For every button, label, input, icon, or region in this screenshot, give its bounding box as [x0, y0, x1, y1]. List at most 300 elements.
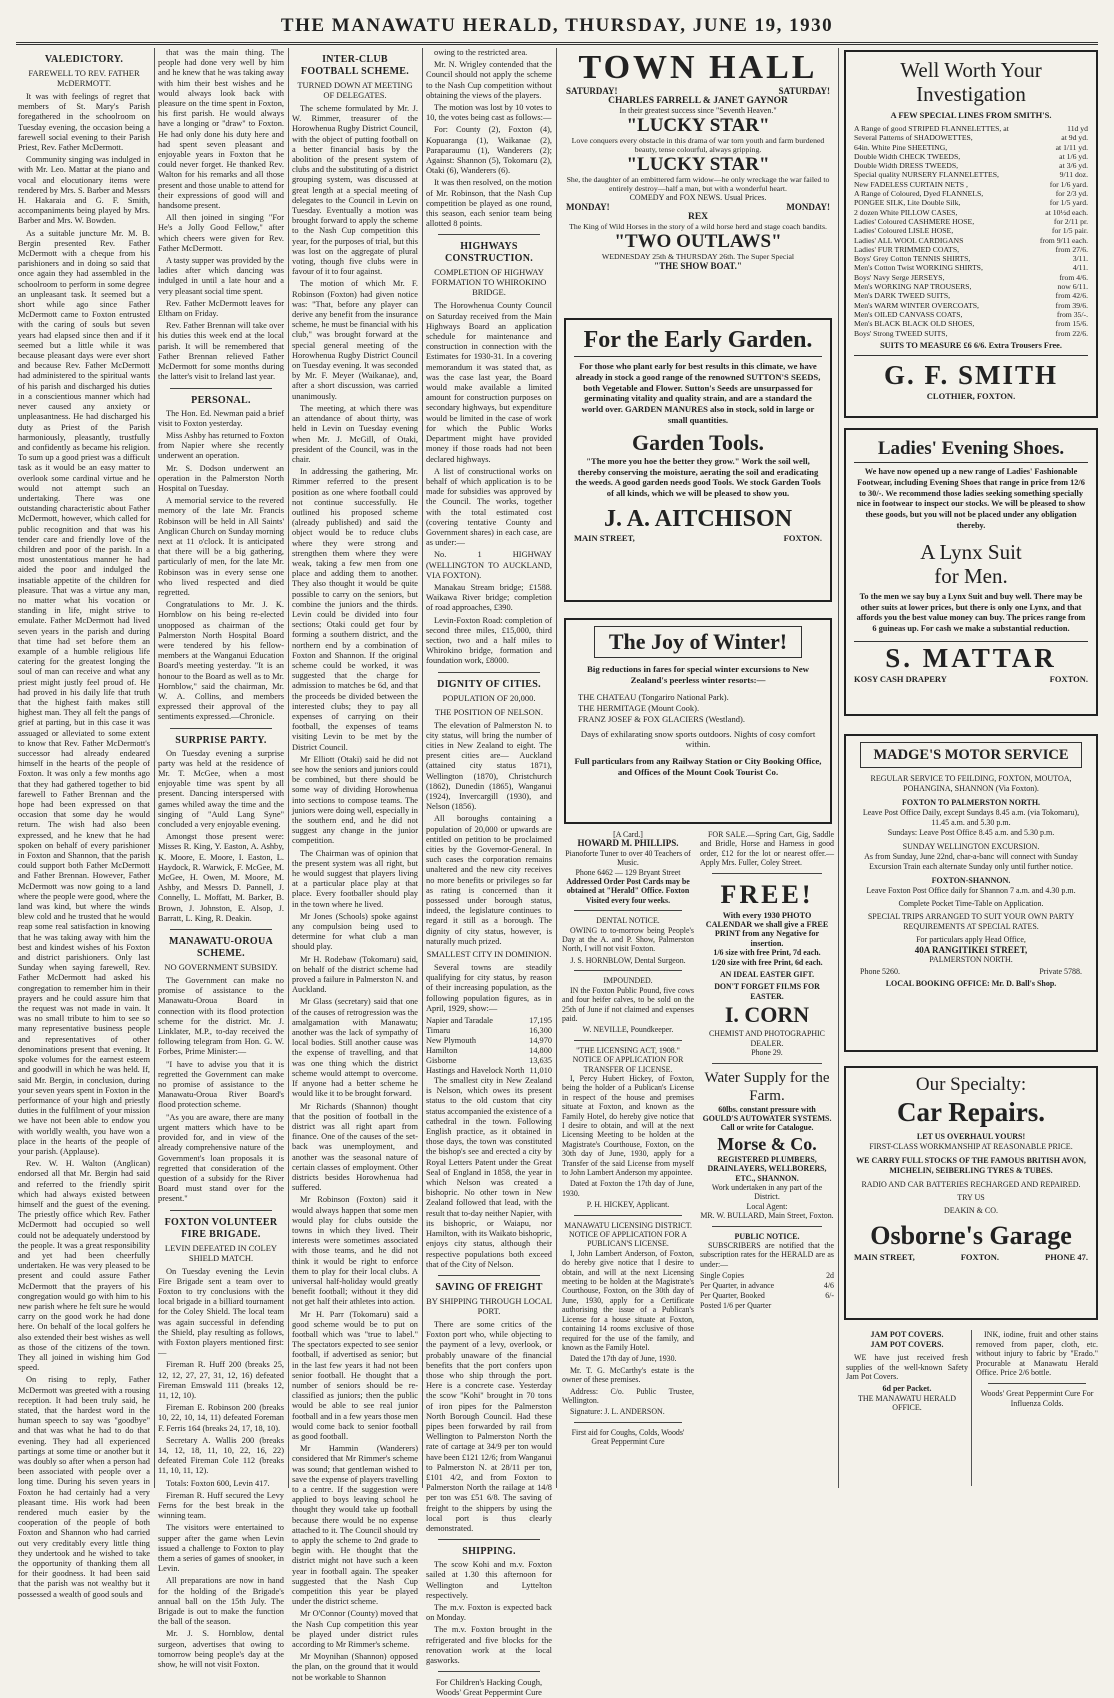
paragraph: The elevation of Palmerston N. to city status, will bring the number of cities in New Zealand to eight. The present cities are— Auckland (attained city status 1871), Wellington (1870), Christchurch (1862), Dunedin (1865), Wanganui (1924), Invercargill (1930), and Nelson (1856).: [426, 720, 552, 812]
divider: [438, 672, 540, 673]
table-cell: New Plymouth: [426, 1036, 477, 1046]
divider: [574, 1215, 682, 1216]
subhead: LEVIN DEFEATED IN COLEY SHIELD MATCH.: [164, 1242, 278, 1263]
phillips-addr: Phone 6462 — 129 Bryant Street: [575, 867, 681, 877]
divider: [574, 1040, 682, 1041]
paragraph: Mr Hammin (Wanderers) considered that Mr Rimmer's scheme was sound; that gentleman wished to save the expense of players travelling to a centre. If the suggestion were applied to boys leaving school he thought they would take up football because there would be no expense attached to it. The Council should try to apply the scheme to 2nd grade to begin with. He thought that the district might not have such a keen year in football again. The speaker suggested that the Nash Cup competition this year be played under the district scheme.: [292, 1444, 418, 1607]
phone: Private 5788.: [1039, 967, 1082, 976]
table-row: [854, 152, 1088, 161]
headline-dignity-of-cities: DIGNITY OF CITIES.: [437, 678, 541, 690]
divider: [170, 388, 272, 389]
paragraph: WE have just received fresh supplies of the well-known Safety Jam Pot Covers.: [846, 1353, 968, 1382]
free-line: DON'T FORGET FILMS FOR EASTER.: [714, 982, 820, 1001]
table-cell: 4/6: [823, 1281, 834, 1291]
paragraph: Mr H. Parr (Tokomaru) said a good scheme would be to put on football which was "true to label." The spectators expected to see senior football, if advertised as senior; but in the last few years it had not been senior football. He thought that a number of seniors should be re-classified as juniors; then the public would be able to see real junior football and in a few years those men would come back to senior football as good football.: [292, 1309, 418, 1441]
paragraph: Dated at Foxton the 17th day of June, 1930.: [562, 1179, 694, 1198]
table-row: [854, 236, 1088, 245]
headline-highways: HIGHWAYS CONSTRUCTION.: [444, 241, 534, 265]
headline-inter-club-football: INTER-CLUB FOOTBALL SCHEME.: [300, 54, 410, 77]
madge-head: 40A RANGITIKEI STREET,: [914, 945, 1028, 955]
free-line: 1/6 size with free Print, 7d each.: [713, 948, 821, 958]
winter-days: Days of exhilarating snow sports outdoors. Nights of cosy comfort within.: [580, 728, 816, 750]
table-cell: 13,635: [529, 1056, 552, 1066]
public-notice-head: PUBLIC NOTICE.: [734, 1231, 800, 1241]
impound-head: IMPOUNDED.: [603, 976, 653, 986]
table-cell: Posted 1/6 per Quarter: [700, 1301, 772, 1311]
jam-covers-ad: [846, 1330, 968, 1486]
madge-booking: LOCAL BOOKING OFFICE: Mr. D. Ball's Shop.: [885, 979, 1057, 988]
resort: FRANZ JOSEF & FOX GLACIERS (Westland).: [578, 713, 745, 724]
item-name: Double Width DRESS TWEEDS,: [854, 161, 959, 171]
smith-ad: [844, 50, 1098, 418]
paragraph: Manakau Stream bridge; £1588. Waikawa River bridge; completion of road approaches, £390.: [426, 582, 552, 613]
item-name: Boys' Grey Cotton TENNIS SHIRTS,: [854, 254, 971, 264]
paragraph: Several towns are steadily qualifying for city status, by reason of their increasing population, as the following population figures, as in April, 1929, show:—: [426, 963, 552, 1013]
stars-sub: In their greatest success since "Seventh Heaven.": [619, 106, 777, 115]
item-name: Boys' Strong TWEED SUITS,: [854, 328, 948, 338]
table-row: [854, 245, 1088, 254]
morse-name: Morse & Co.: [717, 1133, 817, 1154]
item-price: from 27/6.: [1055, 244, 1088, 254]
woods-cure: Woods' Great Peppermint Cure For Influenza Colds.: [980, 1388, 1094, 1408]
table-row: [854, 301, 1088, 310]
item-name: Several Patterns of SHADOWETTES,: [854, 133, 973, 143]
item-price: at 10½d each.: [1045, 207, 1088, 217]
column-rule: [154, 48, 155, 1488]
table-row: [854, 291, 1088, 300]
cough-cure-ad: For Children's Hacking Cough, Woods' Great Peppermint Cure: [435, 1677, 543, 1698]
table-cell: Gisborne: [426, 1056, 457, 1066]
table-row: [700, 1301, 834, 1311]
dental-head: DENTAL NOTICE.: [596, 916, 660, 926]
column-3: [292, 48, 418, 1682]
drapery: KOSY CASH DRAPERY: [854, 673, 947, 684]
table-row: [854, 208, 1088, 217]
garden-title: For the Early Garden.: [574, 326, 822, 357]
item-price: for 1/5 pair.: [1051, 226, 1088, 236]
licensing-sub: NOTICE OF APPLICATION FOR TRANSFER OF LICENSE.: [572, 1055, 684, 1074]
madge-head: FOXTON TO PALMERSTON NORTH.: [901, 798, 1041, 807]
morse-sub: REGISTERED PLUMBERS, DRAINLAYERS, WELLBORERS, ETC., SHANNON.: [707, 1154, 827, 1183]
paragraph: Secretary A. Wallis 200 (breaks 14, 12, 18, 11, 10, 22, 16, 22) defeated Fireman Cole 112 (breaks 11, 10, 11, 12).: [158, 1435, 284, 1476]
table-row: [854, 170, 1088, 179]
paragraph: Mr H. Rodebaw (Tokomaru) said, on behalf of the district scheme had proved a failure in Palmerston N. and Auckland.: [292, 954, 418, 995]
item-name: Men's WARM WINTER OVERCOATS,: [854, 300, 979, 310]
paragraph: Mr Glass (secretary) said that one of the causes of retrogression was the amalgamation with Manawatu; another was the lack of sympathy of local bodies. Still another cause was the expense of travelling, and that was one thing which the district scheme would attempt to overcome. If anyone had a better scheme he would like it to be brought forward.: [292, 997, 418, 1099]
table-cell: Timaru: [426, 1026, 451, 1036]
subhead: SMALLEST CITY IN DOMINION.: [426, 949, 552, 960]
mld-head: MANAWATU LICENSING DISTRICT.: [564, 1220, 692, 1230]
town-hall-ad: [562, 48, 834, 271]
free-text: With every 1930 PHOTO CALENDAR we shall give a FREE PRINT from any Negative for insertion.: [705, 910, 829, 948]
headline-surprise-party: SURPRISE PARTY.: [175, 734, 267, 746]
item-price: from 4/6.: [1059, 272, 1088, 282]
item-price: from 9/11 each.: [1039, 235, 1088, 245]
item-price: from 42/6.: [1055, 291, 1088, 301]
licensing-head: "THE LICENSING ACT, 1908.": [576, 1045, 680, 1055]
item-name: Boys' Navy Serge JERSEYS,: [854, 272, 945, 282]
paragraph: Mr Robinson (Foxton) said it would always happen that some men would play for clubs outside the towns in which they lived. Their interests were sometimes associated with those teams, and he did not think it would be right to enforce them to play for their local clubs. A universal half-holiday would greatly benefit football; without it they did not get half their athletes into action.: [292, 1195, 418, 1307]
support: COMEDY and FOX NEWS. Usual Prices.: [629, 193, 767, 202]
table-row: [426, 1016, 552, 1026]
table-cell: 2d: [826, 1271, 834, 1281]
table-row: [700, 1281, 834, 1291]
jam-sig: THE MANAWATU HERALD OFFICE.: [857, 1393, 956, 1413]
paragraph: On Tuesday evening the Levin Fire Brigade sent a team over to Foxton to try conclusions with the local brigade in a billiard tournament for the Coley Shield. The local team was again successful in defending the Shield, play resulting as follows, with Foxton players mentioned first:—: [158, 1266, 284, 1358]
dental-sig: J. S. HORNBLOW, Dental Surgeon.: [570, 955, 686, 965]
winter-resorts: [578, 692, 822, 725]
paragraph: The m.v. Foxton is expected back on Monday.: [426, 1602, 552, 1623]
lynx-title: for Men.: [934, 563, 1008, 588]
paragraph: I, John Lambert Anderson, of Foxton, do hereby give notice that I desire to obtain, and will at the next Licensing meeting to be holden at the Magistrate's Courthouse, Foxton, on the 30th day of June, 1930, apply for a Certificate authorising the issue of a Publican's License for a house situate at Foxton, containing 14 rooms exclusive of those required for the use of the family, and known as the Family Hotel.: [562, 1248, 694, 1352]
paragraph: The Government can make no promise of assistance to the Manawatu-Oroua Board in connection with its flood protection scheme for the district. Mr. J. Linklater, M.P., to-day received the following telegram from Hon. G. W. Forbes, Prime Minister:—: [158, 976, 284, 1057]
table-cell: 14,970: [529, 1036, 552, 1046]
day-label: MONDAY!: [566, 202, 610, 212]
table-cell: 6/-: [825, 1291, 834, 1301]
item-price: from 22/6.: [1055, 328, 1088, 338]
table-row: [854, 217, 1088, 226]
garage-title: Car Repairs.: [897, 1097, 1045, 1127]
garage-line: RADIO AND CAR BATTERIES RECHARGED AND REPAIRED.: [861, 1180, 1081, 1189]
paragraph: On Tuesday evening a surprise party was held at the residence of Mr. T. McGee, when a most enjoyable time was spent by all present. Dancing interspersed with games whiled away the time and the singing of "Auld Lang Syne" concluded a very enjoyable evening.: [158, 748, 284, 830]
garage-line: LET US OVERHAUL YOURS!: [916, 1132, 1026, 1141]
item-name: New FADELESS CURTAIN NETS ,: [854, 179, 968, 189]
item-price: at 1/11 yd.: [1055, 142, 1088, 152]
smith-suits: SUITS TO MEASURE £6 6/6. Extra Trousers Free.: [880, 340, 1062, 350]
table-cell: Single Copies: [700, 1271, 745, 1281]
shoes-title: Ladies' Evening Shoes.: [854, 436, 1088, 463]
corn-phone: Phone 29.: [751, 1048, 783, 1058]
aitchison-name: J. A. AITCHISON: [603, 505, 793, 532]
small-ads-left: [562, 830, 694, 1486]
subhead: NO GOVERNMENT SUBSIDY.: [164, 962, 278, 973]
lynx-text: To the men we say buy a Lynx Suit and buy well. There may be other suits at lower prices, but there is only one Lynx, and that affords you the best value money can buy. The prices range from 6 guineas up. For cash we make a substantial reduction.: [856, 591, 1086, 634]
phone: Phone 5260.: [860, 967, 900, 976]
item-price: for 1/6 yard.: [1049, 179, 1088, 189]
garage-line: TRY US: [957, 1193, 985, 1202]
paragraph: The smallest city in New Zealand is Nelson, which owes its present status to the old custom that city status accompanied the existence of a cathedral in the town. Following English practice, as it obtained in those days, the town was constituted the bishop's see and erected a city by Royal Letters Patent under the Great Seal of England in 1858, the year in which Nelson was created a bishopric. No other town in New Zealand followed that lead, with the result that to-day neither Napier, with its bishopric, or Waiapu, nor Hamilton, with its Waikato bishopric, enjoys city status, although their respective populations both exceed that of the City of Nelson.: [426, 1076, 552, 1269]
shoes-text: We have now opened up a new range of Ladies' Fashionable Footwear, including Evening Shoes that range in price from 12/6 to 30/-. We recommend those ladies seeking something specially nice in footwear to inspect our stocks. We will be pleased to show these goods, but you will not be placed under any obligation thereby.: [856, 467, 1086, 530]
madge-line: As from Sunday, June 22nd, char-a-banc will connect with Sunday Excursion Train each alternate Sunday only until further notice.: [864, 852, 1078, 871]
corn-sub: CHEMIST AND PHOTOGRAPHIC DEALER.: [709, 1029, 825, 1048]
item-name: Men's DARK TWEED SUITS,: [854, 291, 951, 301]
table-row: [426, 1026, 552, 1036]
paragraph: The meeting, at which there was an attendance of about thirty, was held in Levin on Tuesday evening when Mr. J. McGill, of Otaki, president of the Council, was in the chair.: [292, 403, 418, 464]
smith-sub: A FEW SPECIAL LINES FROM SMITH'S.: [890, 110, 1052, 120]
paragraph: On rising to reply, Father McDermott was greeted with a rousing reception. It had been truly said, he stated, that the hardest word in the human speech to say was "goodbye" and that was what he had to do that evening. They had all experienced partings at some time or another but it was doubly so after when a person had been associated with people over a long time. During his seven years in Foxton he had certainly had a very pleasant time. His work had been rendered much easier by the cooperation of the people of both Foxton and Shannon who had carried out very creditably every little thing they undertook and he wished to take the opportunity of thanking them all for their goodness. It had been said that the parish was not wealthy but it possessed a wealth of good souls and: [18, 1375, 150, 1599]
table-row: [854, 143, 1088, 152]
jam-price: 6d per Packet.: [882, 1383, 932, 1393]
paragraph: Rev. Father McDermott leaves for Eltham on Friday.: [158, 298, 284, 319]
madge-head: FOXTON-SHANNON.: [931, 876, 1011, 885]
table-row: [426, 1036, 552, 1046]
smith-title: Well Worth Your: [900, 58, 1042, 82]
tools-title: Garden Tools.: [631, 429, 765, 455]
divider: [574, 910, 682, 911]
masthead: [16, 10, 1098, 45]
madge-line: For particulars apply Head Office,: [916, 935, 1026, 944]
item-price: from 39/6.: [1055, 300, 1088, 310]
saturday-row: [566, 86, 830, 96]
phillips-text: Pianoforte Tuner to over 40 Teachers of Music.: [565, 848, 691, 868]
paragraph: owing to the restricted area.: [434, 48, 528, 57]
table-row: [700, 1271, 834, 1281]
small-ads-right: [700, 830, 834, 1486]
table-cell: 17,195: [529, 1016, 552, 1026]
paragraph: As a suitable juncture Mr. M. B. Bergin presented Rev. Father McDermott with a cheque from his parishioners and in doing so said that once again they had assembled in the schoolroom to perform in some degree an unpleasant task. It seemed but a short while ago since Father McDermott came to Foxton entrusted with the caring of souls but seven years had elapsed since then and if it seemed but a little while it was because pleasant days were ever short and because Rev. Father McDermott had administered to the spiritual wants of his parish and discharged his duties in a conscientious manner which had never caused any anxiety or unpleasantness. He had discharged his duty as Priest of the Parish harmoniously, pleasantly, trustfully and confidently as became his religion. To sum up a good priest was a difficult task as it would be an easy matter to overlook some cardinal virtue and he would not attempt such an undertaking. There was one outstanding characteristic about Father McDermott, however, which called for public recognition and that was his tender care and friendly love of the children and poor of the parish. In a most unostentatious manner he had aided the poor and indulged the insatiable appetite of the children for pleasure. That was a virtue any man, no matter what his vocation or standing in life, might strive to emulate. Father McDermott had lived seven years in the parish and during that time had set before them an example of a humble religious life catering for the greatest longing the soul of man can receive and what any priest might justly feel proud of. He had proved in his daily life that truth that the highest faith makes still highest man. They all felt the pangs of grief at parting, but in this case it was assuaged or alleviated to some extent to know that Rev. Father McDermott's successor had already endeared himself in the hearts of the people of Foxton. It was only a few months ago that they had gathered together to bid farewell to Father Brennan and the hope had been expressed on that occasion that some day he would return. The wish had also been expressed, and he knew that he had spoken on behalf of every parishioner in Foxton and Shannon, that the parish could support both Father McDermott and Father Brennan. However, Father McDermott was now going to a land where the people were good, where the land was kind, but where the winds blew cold and he trusted that he would reap some real satisfaction in knowing that he was taking away with him the best and kindest wishes of his Foxton and district parishioners. Only last Sunday when saying farewell, Rev. Father McDermott had asked his congregation to remember him in their prayers and he could assure him that the request was not made in vain. It was no small tribute to him to see so many representative business people and representatives of other denominations present that evening. It spoke volumes for the earnest esteem and goodwill in which he was held. If, said Mr. Bergin, in conclusion, during your seven years spent in Foxton in the performance of your high and priestly duties in the fulfilment of your mission we have not been able to endow you with worldly wealth, you have won a place in the hearts of the people of your parish. (Applause).: [18, 228, 150, 1156]
table-row: [854, 310, 1088, 319]
winter-intro: Big reductions in fares for special winter excursions to New Zealand's peerless winter resorts:—: [587, 664, 809, 685]
winter-title: The Joy of Winter!: [594, 626, 802, 658]
smith-name-sub: CLOTHIER, FOXTON.: [926, 390, 1016, 401]
paragraph: All boroughs containing a population of 20,000 or upwards are entitled on petition to be proclaimed cities by the Governor-General. In such cases the corporation remains unaltered and the new city receives no more benefits or privileges so far as rating is concerned than it possessed under borough status, indeed, the legislature continues to regard it still as a borough. The dignity of city status, however, is naturally much prized.: [426, 814, 552, 946]
day-label: MONDAY!: [786, 202, 830, 212]
mld-sub: NOTICE OF APPLICATION FOR A PUBLICAN'S LICENSE.: [569, 1230, 687, 1249]
item-name: Men's Cotton Twist WORKING SHIRTS,: [854, 263, 983, 273]
mattar-address: [854, 674, 1088, 684]
garage-line: WE CARRY FULL STOCKS OF THE FAMOUS BRITISH AVON, MICHELIN, SEIBERLING TYRES & TUBES.: [856, 1156, 1086, 1175]
day-label: SATURDAY!: [566, 86, 618, 96]
subhead: BY SHIPPING THROUGH LOCAL PORT.: [426, 1295, 552, 1316]
paragraph: In addressing the gathering, Mr. Rimmer referred to the present position as one where football could not continue successfully. He outlined his proposed scheme (already published) and said the object would be to reduce clubs where they were strong and strengthen them where they were weak, taking a few men from one place and adding them to another. They also thought it would be quite possible to carry on the seniors, but combine the juniors and the thirds. Levin could be divided into four sections; Otaki could get four by forming a southern district, and the northern end by a combination of Foxton and Shannon. If the original scheme could be worked, it was suggested that the charge for admission to matches be 6d, and that the proceeds be divided between the interested clubs; they to pay all expenses of carrying on their football, the expenses of teams visiting Levin to be met by the District Council.: [292, 467, 418, 752]
early-garden-ad: [564, 318, 832, 602]
headline-valedictory: VALEDICTORY.: [44, 54, 124, 65]
film-title: "TWO OUTLAWS": [614, 231, 782, 252]
aitchison-address: [574, 533, 822, 543]
paragraph: Dated the 17th day of June, 1930.: [570, 1354, 677, 1364]
divider: [712, 1226, 822, 1227]
item-price: at 9d yd.: [1061, 133, 1088, 143]
table-row: [854, 273, 1088, 282]
table-cell: [818, 1301, 834, 1311]
paragraph: A list of constructional works on behalf of which application is to be made for subsidies was approved by the Council. The works, together with the total estimated cost (covering tentative County and Government shares) in each case, are as under:—: [426, 466, 552, 548]
water-title: Water Supply for the Farm.: [704, 1069, 830, 1104]
postcards: Addressed Order Post Cards may be obtained at "Herald" Office. Foxton Visited every four weeks.: [566, 877, 690, 905]
paragraph: Mr. J. S. Hornblow, dental surgeon, advertises that owing to tomorrow being people's day at the show, he will not visit Foxton.: [158, 1629, 284, 1670]
madge-head: SUNDAY WELLINGTON EXCURSION.: [902, 842, 1040, 851]
item-name: 2 dozen White PILLOW CASES,: [854, 207, 958, 217]
film-desc: Love conquers every obstacle in this drama of war torn youth and farm burdened beauty, tense colourful, always gripping.: [571, 136, 825, 154]
resort: THE CHATEAU (Tongariro National Park).: [578, 691, 729, 702]
table-row: [854, 180, 1088, 189]
paragraph: The m.v. Foxton brought in the refrigerated and five blocks for the renovation work at the local gasworks.: [426, 1625, 552, 1665]
garage-top: Our Specialty:: [915, 1074, 1027, 1095]
jam-title: JAM POT COVERS.: [870, 1339, 944, 1349]
paragraph: Mr. S. Dodson underwent an operation in the Palmerston North Hospital on Tuesday.: [158, 463, 284, 493]
table-cell: 11,010: [529, 1066, 552, 1076]
licensing-sig: P. H. HICKEY, Applicant.: [586, 1200, 670, 1210]
item-price: from 35/-.: [1056, 309, 1088, 319]
item-price: 11d yd: [1067, 124, 1088, 133]
item-name: Men's OILED CANVASS COATS,: [854, 309, 963, 319]
garage-ad: [844, 1066, 1098, 1320]
headline-manawatu-oroua: MANAWATU-OROUA SCHEME.: [168, 936, 273, 960]
table-row: [854, 263, 1088, 272]
paragraph: Fireman R. Huff secured the Levy Ferns for the best break in the winning team.: [158, 1490, 284, 1521]
paragraph: Levin-Foxton Road: completion of second three miles, £15,000, third section, two and a half miles to Whirokino bridge, formation and foundation work, £8000.: [426, 615, 552, 666]
paragraph: The motion of which Mr. F. Robinson (Foxton) had given notice was: "That, before any player can derive any benefit from the insurance scheme, he must be financial with his club," was brought forward at the special general meeting of the Horowhenua Rugby District Council on Tuesday evening. It was seconded by Mr. F. Meyer (Waikanae), and, after a short discussion, was carried unanimously.: [292, 279, 418, 401]
impound-sig: W. NEVILLE, Poundkeeper.: [582, 1025, 674, 1035]
subhead: POPULATION OF 20,000.: [442, 692, 536, 703]
table-row: [426, 1046, 552, 1056]
ink-ad: [976, 1330, 1098, 1486]
paragraph: Rev. Father Brennan will take over his duties this week end at the local parish. It will be remembered that Father Brennan relieved Father McDermott for some months during the latter's visit to Ireland last year.: [158, 321, 284, 382]
paragraph: Mr. T. G. McCarthy's estate is the owner of these premises.: [562, 1365, 694, 1385]
subhead: THE POSITION OF NELSON.: [434, 706, 544, 717]
item-price: 9/11 doz.: [1059, 170, 1088, 180]
column-rule: [971, 1330, 972, 1486]
item-price: for 1/5 yard.: [1049, 198, 1088, 208]
paragraph: The Chairman was of opinion that the present system was all right, but he would suggest that players living at a particular place play at that place. Every footballer should play in the town where he lived.: [292, 848, 418, 909]
item-price: 3/11.: [1072, 254, 1088, 264]
table-cell: 16,300: [529, 1026, 552, 1036]
column-1: [18, 48, 150, 1599]
paragraph: A tasty supper was provided by the ladies after which dancing was indulged in until a late hour and a very pleasant social time spent.: [158, 256, 284, 296]
card-label: [A Card.]: [613, 830, 643, 839]
item-name: 64in. White Pine SHEETING,: [854, 142, 948, 152]
garage-address: [854, 1252, 1088, 1262]
mattar-name: S. MATTAR: [854, 641, 1088, 674]
paragraph: that was the main thing. The people had done very well by him and he knew that he was taking away with him their best wishes and he would always look back with pleasure on the time spent in Foxton, his first parish. He would always have a longing or "draw" to Foxton. He had only done his duty here and had spent seven pleasant and enjoyable years in Foxton that he could never forget. He thanked Rev. Walton for his remarks and all those present and those unable to attend for their expressions of good will and handsome present.: [158, 48, 284, 211]
paragraph: Mr Jones (Schools) spoke against any compulsion being used to determine for what club a man should play.: [292, 911, 418, 952]
subhead: FAREWELL TO REV. FATHER McDERMOTT.: [28, 68, 140, 88]
morse-agent-name: MR. W. BULLARD, Main Street, Foxton.: [700, 1211, 834, 1221]
tools-text: "The more you hoe the better they grow." Work the soil well, thereby conserving the moisture, aerating the soil and eradicating the weeds. A good garden needs good Tools. We stock Garden Tools of all kinds, which we will be pleased to show you.: [575, 455, 821, 499]
divider: [438, 1275, 540, 1276]
film-desc: She, the daughter of an embittered farm widow—he only wreckage the war failed to entirely destroy—half a man, but with a wonderful heart.: [566, 175, 830, 193]
paragraph: The Horowhenua County Council on Saturday received from the Main Highways Board an application schedule for maintenance and construction in connection with the Estimates for 1930-31. In a covering memorandum it was stated that, as was the case last year, the Board would make available a limited amount for construction purposes on secondary highways, but expenditure would be limited in the case of work for which the Public Works Department might have provided money if those roads had not been declared highways.: [426, 301, 552, 464]
table-row: [854, 329, 1088, 338]
lynx-title: A Lynx Suit: [920, 539, 1022, 564]
mattar-ad: [844, 428, 1098, 716]
paragraph: The Hon. Ed. Newman paid a brief visit to Foxton yesterday.: [158, 408, 284, 428]
column-rule: [422, 48, 423, 1488]
paragraph: Mr. N. Wrigley contended that the Council should not apply the scheme to the Nash Cup competition without obtaining the views of the players.: [426, 60, 552, 100]
table-row: [854, 319, 1088, 328]
madge-line: SPECIAL TRIPS ARRANGED TO SUIT YOUR OWN PARTY REQUIREMENTS AT SPECIAL RATES.: [867, 912, 1075, 931]
item-name: A Range of Coloured, Dyed FLANNELS,: [854, 189, 984, 199]
paragraph: All preparations are now in hand for the holding of the Brigade's annual ball on the 15th July. The Brigade is out to make the function the ball of the season.: [158, 1576, 284, 1627]
item-name: Ladies' ALL WOOL CARDIGANS: [854, 235, 964, 245]
resort: THE HERMITAGE (Mount Cook).: [578, 702, 700, 713]
paragraph: Signature: J. L. ANDERSON.: [570, 1407, 665, 1417]
table-row: [854, 124, 1088, 133]
madge-line: Complete Pocket Time-Table on Application.: [898, 899, 1044, 908]
column-4: [426, 48, 552, 1698]
paragraph: Congratulations to Mr. J. K. Hornblow on his being re-elected unopposed as chairman of the Palmerston North Hospital Board were tendered by his fellow-members at the Wanganui Education Board's meeting yesterday. "It is an honour to the Board as well as to Mr. Hornblow," said the chairman, Mr. W. A. Collins, and members expressed their approval of the sentiments expressed.—Chronicle.: [158, 600, 284, 722]
divider: [438, 234, 540, 235]
item-name: Ladies' Coloured CASHMERE HOSE,: [854, 216, 975, 226]
masthead-title: THE MANAWATU HERALD, THURSDAY, JUNE 19, 1930: [280, 15, 834, 36]
garage-line: DEAKIN & CO.: [944, 1206, 998, 1215]
column-rule: [838, 48, 839, 1488]
divider: [438, 1539, 540, 1540]
paragraph: INK, iodine, fruit and other stains removed from paper, cloth, etc. without injury to fabric by "Erado." Procurable at Manawatu Herald Office. Price 2/6 bottle.: [976, 1330, 1098, 1378]
paragraph: "As you are aware, there are many urgent matters which have to be provided for, and in view of the already comprehensive nature of the Government's loan proposals it is regretted that consideration of the question of a subsidy for the River Board must stand over for the present.": [158, 1112, 284, 1204]
rates-table: [700, 1271, 834, 1311]
subhead: TURNED DOWN AT MEETING OF DELEGATES.: [297, 80, 413, 100]
item-name: Ladies' FUR TRIMMED COATS,: [854, 244, 960, 254]
item-name: A Range of good STRIPED FLANNELETTES, at: [854, 124, 1009, 133]
item-price: for 2/11 pr.: [1053, 216, 1088, 226]
table-cell: Napier and Taradale: [426, 1016, 493, 1026]
divider: [574, 1422, 682, 1423]
monday-row: [566, 202, 830, 212]
garden-text: For those who plant early for best results in this climate, we have already in stock a good range of the renowned SUTTON'S SEEDS, both Vegetable and Flower. Sutton's Seeds are unsurpassed for germinating vitality and quality strain, and are a standard the world over. GARDEN MANURES also in stock, sold in large or small quantities.: [575, 361, 821, 425]
item-price: from 15/6.: [1055, 319, 1088, 329]
column-2: [158, 48, 284, 1670]
film-desc: WEDNESDAY 25th & THURSDAY 26th. The Super Special: [601, 252, 795, 261]
table-row: [426, 1056, 552, 1066]
headline-shipping: SHIPPING.: [462, 1546, 516, 1558]
paragraph: The scheme formulated by Mr. J. W. Rimmer, treasurer of the Horowhenua Rugby District Council, with the object of putting football on a better financial basis by the abolition of the present system of clubs and the substituting of a district grouping system, was discussed at great length at a special meeting of delegates to the Council in Levin on Tuesday. Eventually a motion was brought forward to apply the scheme to the Nash Cup competition this year, for the purposes of trial, but this was lost on the aggregate of plural voting, though five clubs were in favour of it to four against.: [292, 104, 418, 277]
phillips-name: HOWARD M. PHILLIPS.: [577, 838, 679, 849]
paragraph: Mr Elliott (Otaki) said he did not see how the seniors and juniors could be combined, but there should be some way of dividing Horowhenua into sections to compose teams. The juniors were doing well, especially in the southern end, and he did not suggest any change in the junior competition.: [292, 754, 418, 846]
paragraph: A memorial service to the revered memory of the late Mr. Francis Robinson will be held in All Saints' Anglican Church on Sunday morning next at 11 o'clock. It is anticipated that there will be a big gathering, particularly of men, for the late Mr. Robinson was in every sense one who lived respected and died regretted.: [158, 496, 284, 597]
madge-title: MADGE'S MOTOR SERVICE: [860, 742, 1082, 768]
joy-of-winter-ad: [564, 618, 832, 824]
paragraph: Fireman R. Huff 200 (breaks 25, 12, 12, 27, 27, 31, 12, 16) defeated Fireman Emswald 111 (breaks 12, 11, 12, 10).: [158, 1360, 284, 1400]
madge-line: PALMERSTON NORTH.: [929, 955, 1013, 964]
divider: [170, 728, 272, 729]
paragraph: No. 1 HIGHWAY (WELLINGTON TO AUCKLAND, VIA FOXTON).: [426, 550, 552, 580]
rex: REX: [687, 212, 709, 222]
item-price: at 1/6 yd.: [1059, 151, 1088, 161]
paragraph: All then joined in singing "For He's a Jolly Good Fellow," after which cheers were given for Rev. Father McDermott.: [158, 213, 284, 253]
paragraph: Totals: Foxton 600, Levin 417.: [166, 1478, 270, 1488]
population-table: [426, 1016, 552, 1076]
item-name: Special quality NURSERY FLANNELETTES,: [854, 170, 999, 180]
table-cell: Per Quarter, in advance: [700, 1281, 775, 1291]
phone: PHONE 47.: [1045, 1252, 1088, 1262]
film-title: "LUCKY STAR": [626, 154, 770, 175]
table-cell: Hamilton: [426, 1046, 458, 1056]
table-row: [854, 254, 1088, 263]
divider: [988, 1383, 1086, 1384]
jam-title: JAM POT COVERS.: [870, 1330, 944, 1339]
street: MAIN STREET,: [574, 532, 635, 543]
paragraph: Mr O'Connor (County) moved that the Nash Cup competition this year be played under district rules according to Mr Rimmer's scheme.: [292, 1609, 418, 1650]
free-line: AN IDEAL EASTER GIFT.: [719, 970, 815, 980]
morse-agent: Local Agent:: [746, 1201, 788, 1211]
table-row: [854, 282, 1088, 291]
stars: CHARLES FARRELL & JANET GAYNOR: [608, 96, 788, 106]
paragraph: Amongst those present were: Misses R. King, Y. Easton, A. Ashby, K. Moore, E. Moore, I. Easton, L. Haydock, R. Warwick, F. McGee, M. McGee, H. Owen, M. Moore, M. Ashby, and Messrs D. Pannell, J. Connelly, L. Moffatt, M. Barker, B. Brown, J. Johnston, E. Alsop, J. Barratt, L. King, R. Deakin.: [158, 832, 284, 923]
paragraph: The scow Kohi and m.v. Foxton sailed at 1.30 this afternoon for Wellington and Lyttelton respectively.: [426, 1560, 552, 1600]
paragraph: It was with feelings of regret that members of St. Mary's Parish foregathered in the schoolroom on Tuesday evening, the occasion being a farewell social evening to their Parish Priest, Rev. Father McDermott.: [18, 92, 150, 153]
paragraph: Miss Ashby has returned to Foxton from Napier where she recently underwent an operation.: [158, 430, 284, 461]
free-title: FREE!: [720, 879, 814, 909]
table-row: [854, 226, 1088, 235]
paragraph: There are some critics of the Foxton port who, while objecting to the payment of a levy, overlook, or probably unaware of the financial benefits that the port confers upon those who ship through the port. Here is a concrete case. Yesterday the scow "Kohi" brought in 70 tons of iron pipes for the Palmerston North Borough Council. Had these pipes been forwarded by rail from Wellington to Palmerston North the rate of cartage at 34/9 per ton would have been £121 12/6; from Wanganui to Palmerston N. at 28/11 per ton, £101 4/2, and from Foxton to Palmerston North the railage at 14/8 per ton was £51 6/8. The saving of freight to the shippers by using the local port is thus clearly demonstrated.: [426, 1319, 552, 1533]
madge-line: Sundays: Leave Post Office 8.45 a.m. and 5.30 p.m.: [887, 828, 1055, 837]
column-rule: [556, 48, 557, 1488]
table-cell: Per Quarter, Booked: [700, 1291, 765, 1301]
smith-name: G. F. SMITH: [854, 355, 1088, 391]
subhead: COMPLETION OF HIGHWAY FORMATION TO WHIROKINO BRIDGE.: [431, 267, 547, 298]
item-price: now 6/11.: [1057, 282, 1088, 292]
paragraph: The visitors were entertained to supper after the game when Levin issued a challenge to Foxton to play them a series of games of snooker, in Levin.: [158, 1523, 284, 1574]
item-price: 4/11.: [1072, 263, 1088, 273]
for-sale: FOR SALE.—Spring Cart, Gig, Saddle and Bridle, Horse and Harness in good order, £12 for the lot or nearest offer.—Apply Mrs. Fuller, Coley Street.: [700, 830, 834, 868]
item-name: Ladies' Coloured LISLE HOSE,: [854, 226, 954, 236]
paragraph: OWING to to-morrow being People's Day at the A. and P. Show, Palmerston North, I will not visit Foxton.: [562, 925, 694, 954]
paragraph: I, Percy Hubert Hickey, of Foxton, being the holder of a Publican's License in respect of the house and premises situate at Foxton, and known as the Family Hotel, do hereby give notice that I desire to obtain, and will at the next Licensing Meeting to be holden at the Magistrate's Courthouse, Foxton, on the 30th day of June, 1930, apply for a Transfer of the said License from myself to John Lambert Anderson my appointee.: [562, 1073, 694, 1177]
film-title: "LUCKY STAR": [626, 115, 770, 136]
water-text: Call or write for Catalogue.: [720, 1123, 814, 1133]
madge-motor-ad: [844, 734, 1098, 1052]
divider: [170, 929, 272, 930]
